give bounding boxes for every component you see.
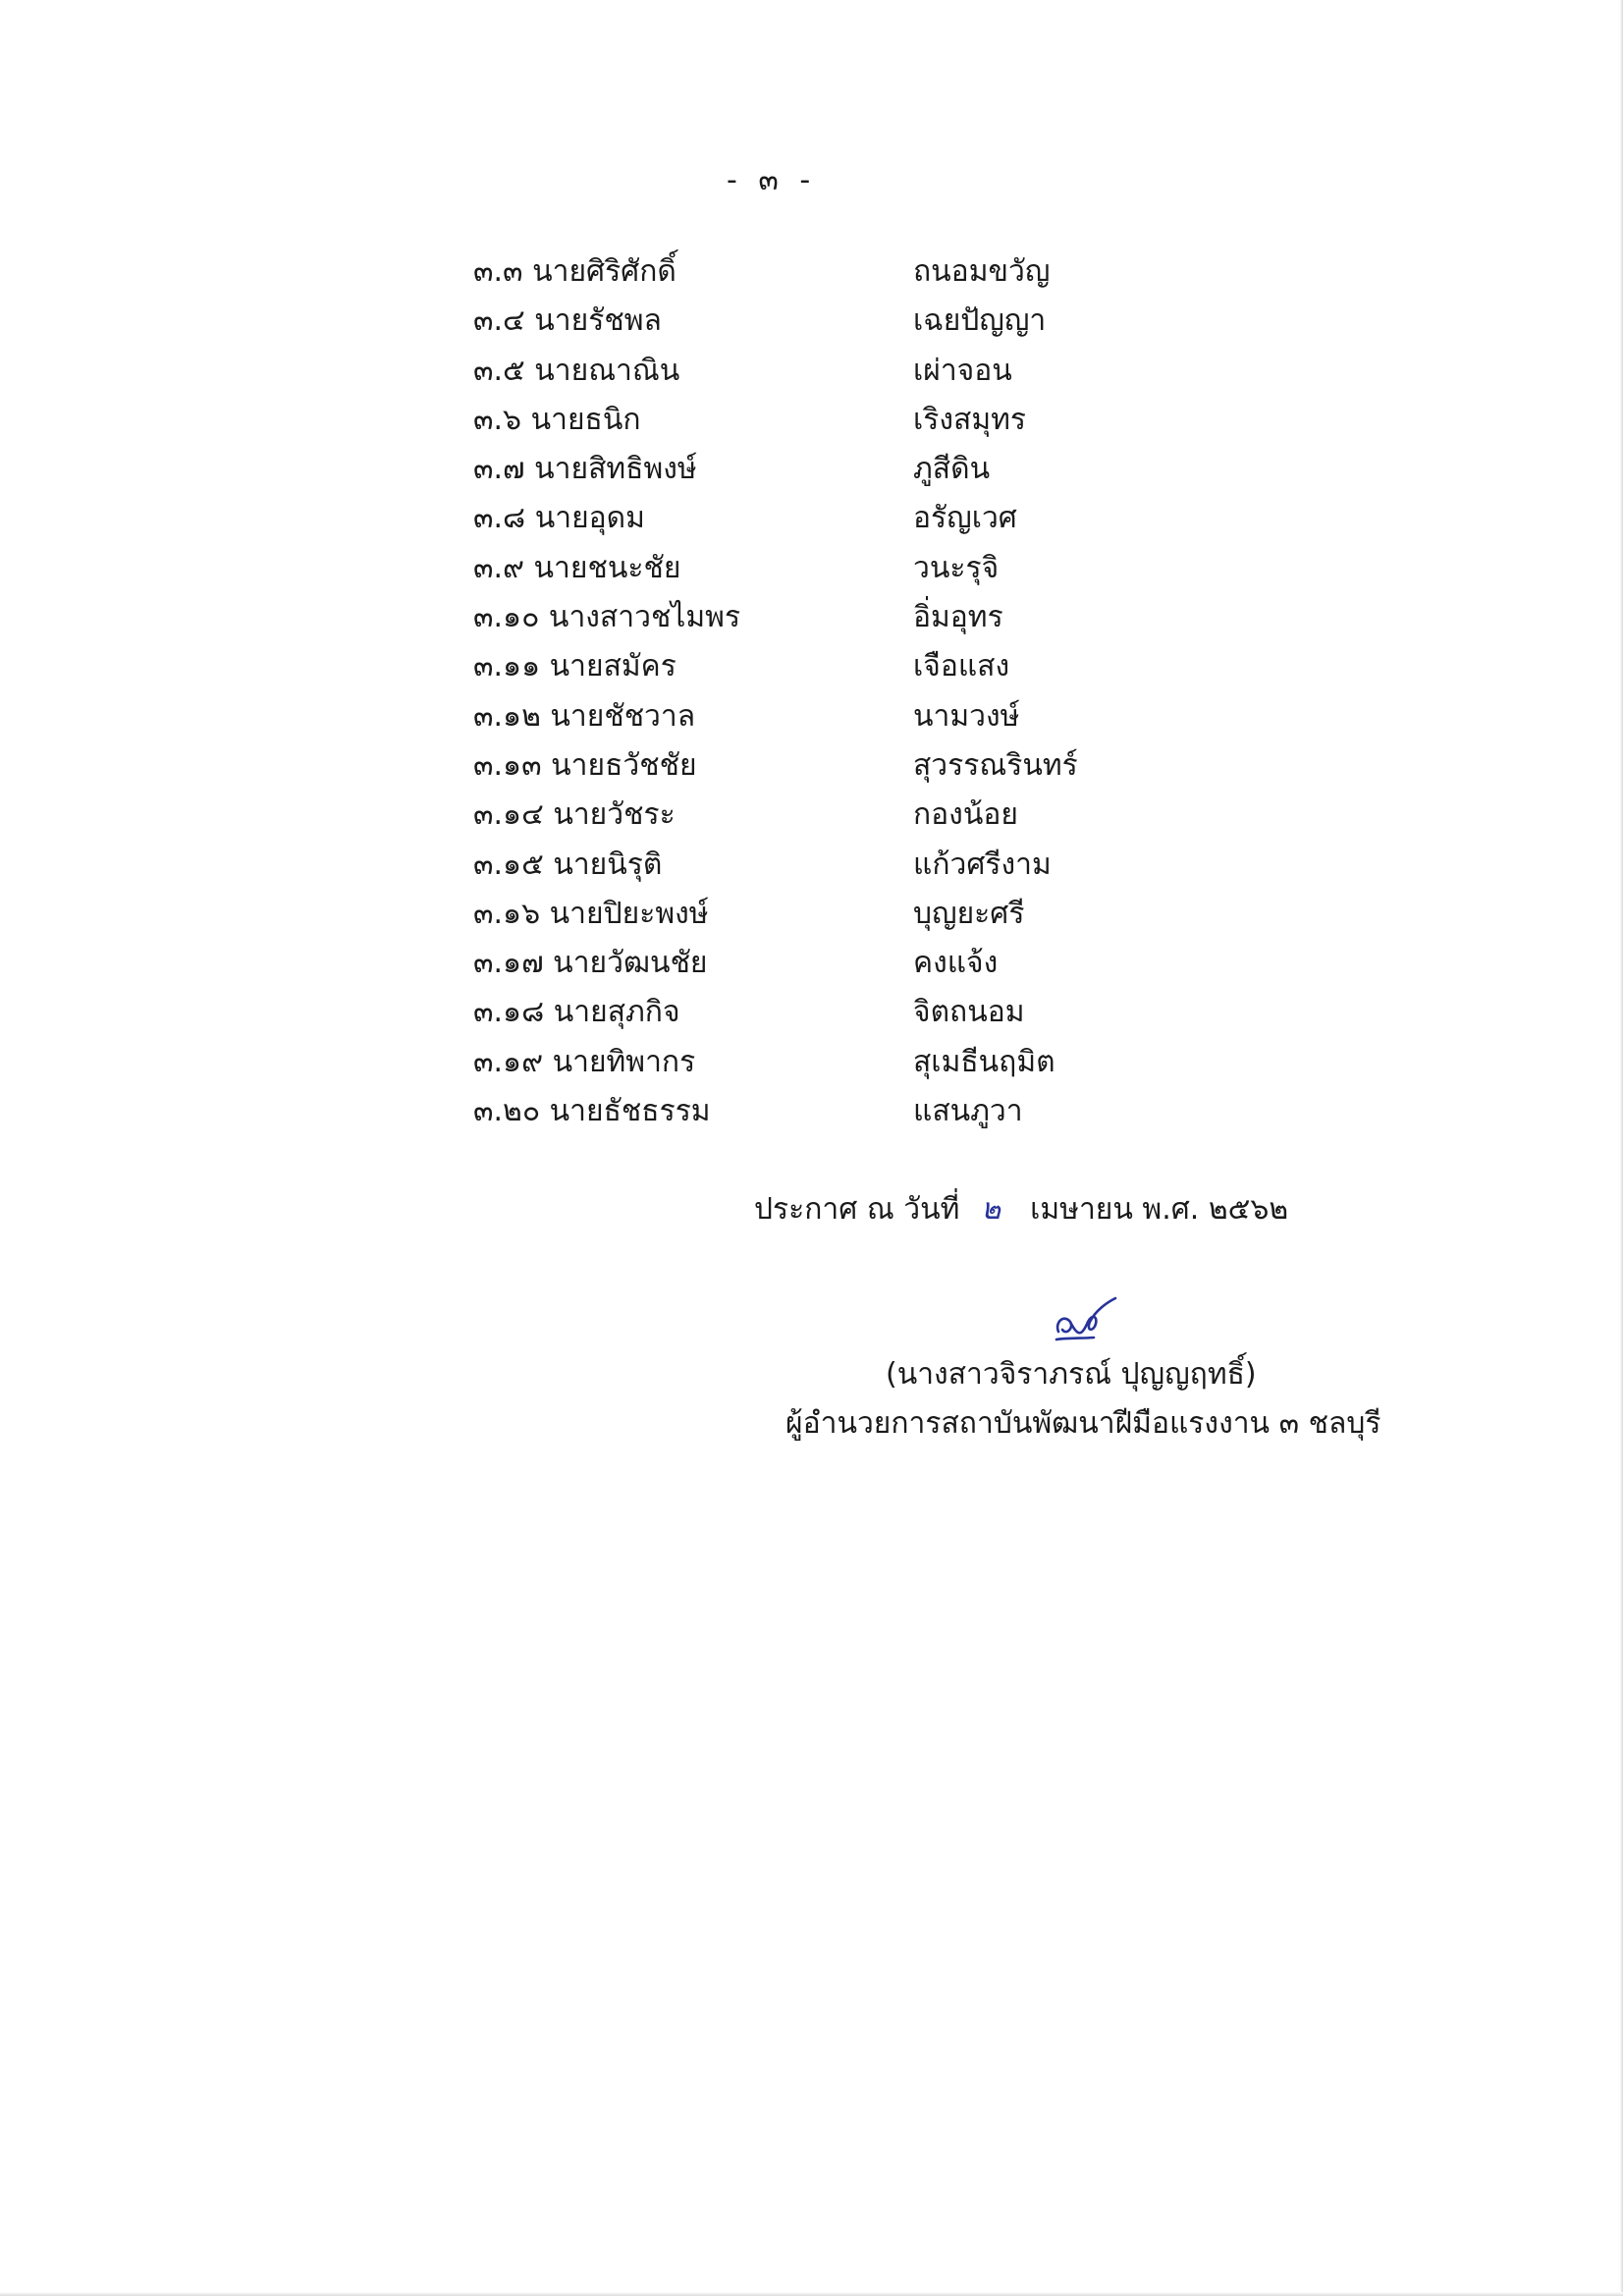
last-name: นามวงษ์ — [913, 698, 1020, 734]
list-item — [473, 692, 1219, 741]
signature-icon — [1049, 1292, 1121, 1347]
first-name: ๓.๙ นายชนะชัย — [473, 550, 681, 585]
list-item — [473, 347, 1219, 396]
last-name: เริงสมุทร — [913, 402, 1026, 437]
scan-edge-bottom — [0, 2292, 1623, 2296]
first-name: ๓.๔ นายรัชพล — [473, 303, 662, 339]
list-item — [473, 445, 1219, 494]
first-name: ๓.๑๐ นางสาวชไมพร — [473, 600, 741, 635]
first-name: ๓.๑๑ นายสมัคร — [473, 649, 676, 684]
list-item — [473, 247, 1219, 297]
first-name: ๓.๓ นายศิริศักดิ์ — [473, 254, 676, 289]
announcement-date — [754, 1186, 1288, 1232]
list-item — [473, 939, 1219, 988]
list-item — [473, 494, 1219, 543]
last-name: ถนอมขวัญ — [913, 254, 1051, 289]
last-name: สุวรรณรินทร์ — [913, 747, 1078, 783]
last-name: เฉยปัญญา — [913, 303, 1047, 339]
first-name: ๓.๑๙ นายทิพากร — [473, 1044, 696, 1079]
last-name: จิตถนอม — [913, 995, 1025, 1030]
first-name: ๓.๑๖ นายปิยะพงษ์ — [473, 896, 709, 931]
list-item — [473, 988, 1219, 1037]
first-name: ๓.๑๔ นายวัชระ — [473, 797, 676, 833]
last-name: ภูสีดิน — [913, 452, 991, 487]
last-name: คงแจ้ง — [913, 946, 999, 981]
last-name: เผ่าจอน — [913, 353, 1012, 388]
first-name: ๓.๗ นายสิทธิพงษ์ — [473, 452, 697, 487]
list-item — [473, 741, 1219, 791]
first-name: ๓.๑๗ นายวัฒนชัย — [473, 946, 708, 981]
list-item — [473, 642, 1219, 691]
announcement-day: ๒ — [981, 1192, 1001, 1227]
list-item — [473, 841, 1219, 890]
last-name: กองน้อย — [913, 797, 1018, 833]
last-name: สุเมธีนฤมิต — [913, 1044, 1055, 1079]
first-name: ๓.๑๒ นายชัชวาล — [473, 698, 696, 734]
first-name: ๓.๕ นายณาณิน — [473, 353, 680, 388]
first-name: ๓.๑๓ นายธวัชชัย — [473, 747, 697, 783]
last-name: แสนภูวา — [913, 1094, 1023, 1129]
list-item — [473, 297, 1219, 346]
name-list — [473, 247, 1219, 1136]
signer-name: (นางสาวจิราภรณ์ ปุญญฤทธิ์) — [886, 1357, 1257, 1392]
last-name: เจือแสง — [913, 649, 1010, 684]
announcement-prefix: ประกาศ ณ วันที่ — [754, 1192, 960, 1227]
list-item — [473, 544, 1219, 593]
list-item — [473, 396, 1219, 445]
list-item — [473, 1087, 1219, 1136]
first-name: ๓.๑๕ นายนิรุติ — [473, 847, 663, 882]
first-name: ๓.๑๘ นายสุภกิจ — [473, 995, 680, 1030]
list-item — [473, 1038, 1219, 1087]
first-name: ๓.๒๐ นายธัชธรรม — [473, 1094, 711, 1129]
last-name: บุญยะศรี — [913, 896, 1025, 931]
announcement-month-year: เมษายน พ.ศ. ๒๕๖๒ — [1030, 1192, 1289, 1227]
last-name: อิ่มอุทร — [913, 600, 1003, 635]
first-name: ๓.๘ นายอุดม — [473, 501, 645, 536]
list-item — [473, 890, 1219, 939]
list-item — [473, 791, 1219, 840]
last-name: แก้วศรีงาม — [913, 847, 1052, 882]
list-item — [473, 593, 1219, 642]
signer-position: ผู้อำนวยการสถาบันพัฒนาฝีมือแรงงาน ๓ ชลบุรี — [785, 1406, 1381, 1441]
first-name: ๓.๖ นายธนิก — [473, 402, 641, 437]
last-name: อรัญเวศ — [913, 501, 1017, 536]
page-number: - ๓ - — [727, 163, 817, 197]
last-name: วนะรุจิ — [913, 550, 1000, 585]
